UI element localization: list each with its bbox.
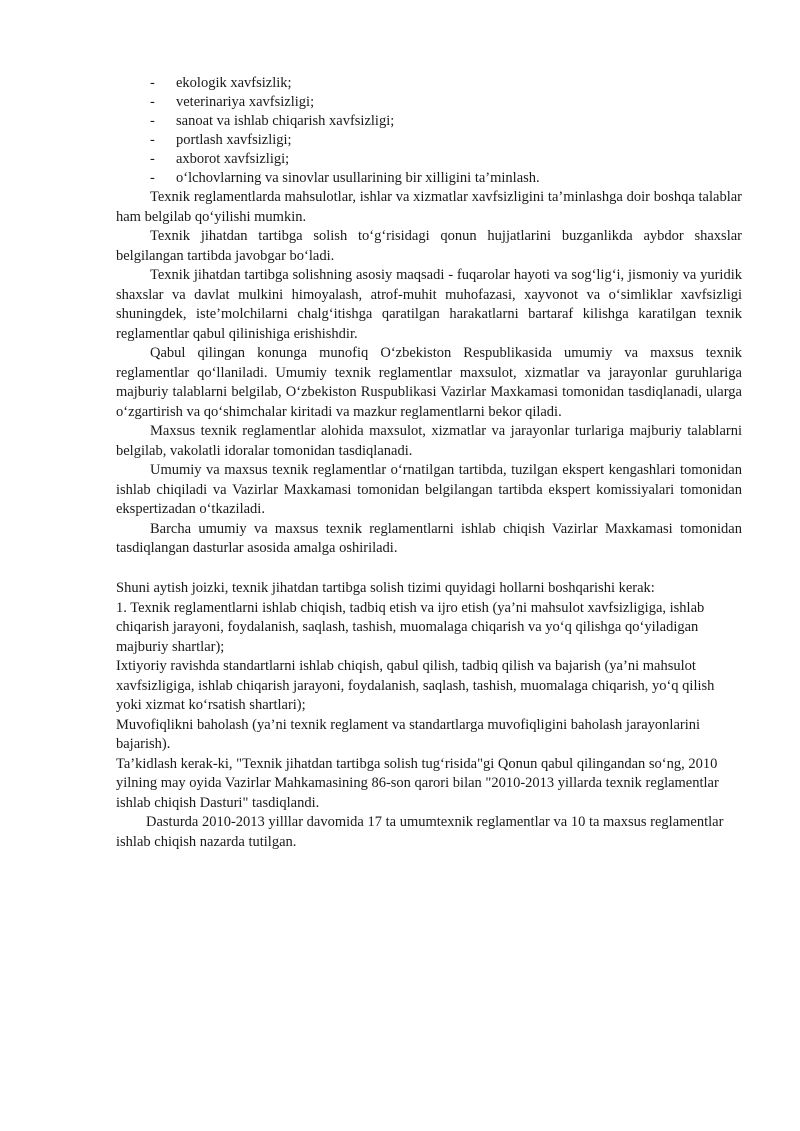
paragraph: Texnik jihatdan tartibga solish to‘g‘risidagi qonun hujjatlarini buzganlikda aybdor shaxslar belgilangan tartibda javobgar bo‘ladi. <box>116 228 742 264</box>
list-item: - o‘lchovlarning va sinovlar usullarining bir xilligini ta’minlash. <box>150 170 540 186</box>
paragraph: Texnik jihatdan tartibga solishning asosiy maqsadi - fuqarolar hayoti va sog‘lig‘i, jismoniy va yuridik shaxslar va davlat mulkini himoyalash, atrof-muhit muhofazasi, xayvonot va o‘simliklar xavfsizligi shuningdek, iste’molchilarni chalg‘itishga qaratilgan harakatlarni bartaraf kilishga karatilgan texnik reglamentlar qabul qilinishiga erishishdir. <box>116 267 742 342</box>
list-item: - axborot xavfsizligi; <box>150 151 290 167</box>
paragraph: Qabul qilingan konunga munofiq O‘zbekiston Respublikasida umumiy va maxsus texnik reglamentlar qo‘llaniladi. Umumiy texnik reglamentlar maxsulot, xizmatlar va jarayonlar guruhlariga majburiy talablarni belgilab, O‘zbekiston Ruspublikasi Vazirlar Maxkamasi tomonidan tasdiqlanadi, ularga o‘zgartirish va qo‘shimchalar kiritadi va mazkur reglamentlarni bekor qiladi. <box>116 345 742 420</box>
section-paragraph: Ta’kidlash kerak-ki, "Texnik jihatdan tartibga solish tug‘risida"gi Qonun qabul qilingandan so‘ng, 2010 yilning may oyida Vazirlar Mahkamasining 86-son qarori bilan "2010-2013 yillarda texnik reglamentlar ishlab chiqish Dasturi" tasdiqlandi. <box>116 755 719 811</box>
list-item: - ekologik xavfsizlik; <box>150 75 292 91</box>
paragraph: Texnik reglamentlarda mahsulotlar, ishlar va xizmatlar xavfsizligini ta’minlashga doir boshqa talablar ham belgilab qo‘yilishi mumkin. <box>116 189 742 225</box>
section-item: 1. Texnik reglamentlarni ishlab chiqish, tadbiq etish va ijro etish (ya’ni mahsulot xavfsizligiga, ishlab chiqarish jarayoni, foydalanish, saqlash, tashish, muomalaga chiqarish va yo‘q qilishga qo‘yiladigan majburiy shartlar); <box>116 599 705 655</box>
paragraph: Maxsus texnik reglamentlar alohida maxsulot, xizmatlar va jarayonlar turlariga majburiy talablarni belgilab, vakolatli idoralar tomonidan tasdiqlanadi. <box>116 423 742 459</box>
section-item: Muvofiqlikni baholash (ya’ni texnik reglament va standartlarga muvofiqligini baholash jarayonlarini bajarish). <box>116 716 701 752</box>
section-item: Ixtiyoriy ravishda standartlarni ishlab chiqish, qabul qilish, tadbiq qilish va bajarish (ya’ni mahsulot xavfsizligiga, ishlab chiqarish jarayoni, foydalanish, saqlash, tashish, muomalaga chiqarish, yo‘q qilish yoki xizmat ko‘rsatish shartlari); <box>116 658 715 713</box>
paragraph: Umumiy va maxsus texnik reglamentlar o‘rnatilgan tartibda, tuzilgan ekspert kengashlari tomonidan ishlab chiqiladi va Vazirlar Maxkamasi tomonidan belgilangan tartibda ekspert komissiyalari tomonidan ekspertizadan o‘tkaziladi. <box>116 462 742 517</box>
regulation-requirements-section <box>116 579 742 852</box>
section-paragraph: Dasturda 2010-2013 yilllar davomida 17 ta umumtexnik reglamentlar va 10 ta maxsus reglamentlar ishlab chiqish nazarda tutilgan. <box>116 814 724 850</box>
paragraph: Barcha umumiy va maxsus texnik reglamentlarni ishlab chiqish Vazirlar Maxkamasi tomonidan tasdiqlangan dasturlar asosida amalga oshiriladi. <box>116 520 742 556</box>
section-intro: Shuni aytish joizki, texnik jihatdan tartibga solish tizimi quyidagi hollarni boshqarishi kerak: <box>116 580 655 596</box>
list-item: - portlash xavfsizligi; <box>150 132 292 148</box>
list-item: - sanoat va ishlab chiqarish xavfsizligi; <box>150 113 395 129</box>
body-paragraphs <box>116 188 742 559</box>
list-item: - veterinariya xavfsizligi; <box>150 94 315 110</box>
safety-list <box>150 74 750 188</box>
